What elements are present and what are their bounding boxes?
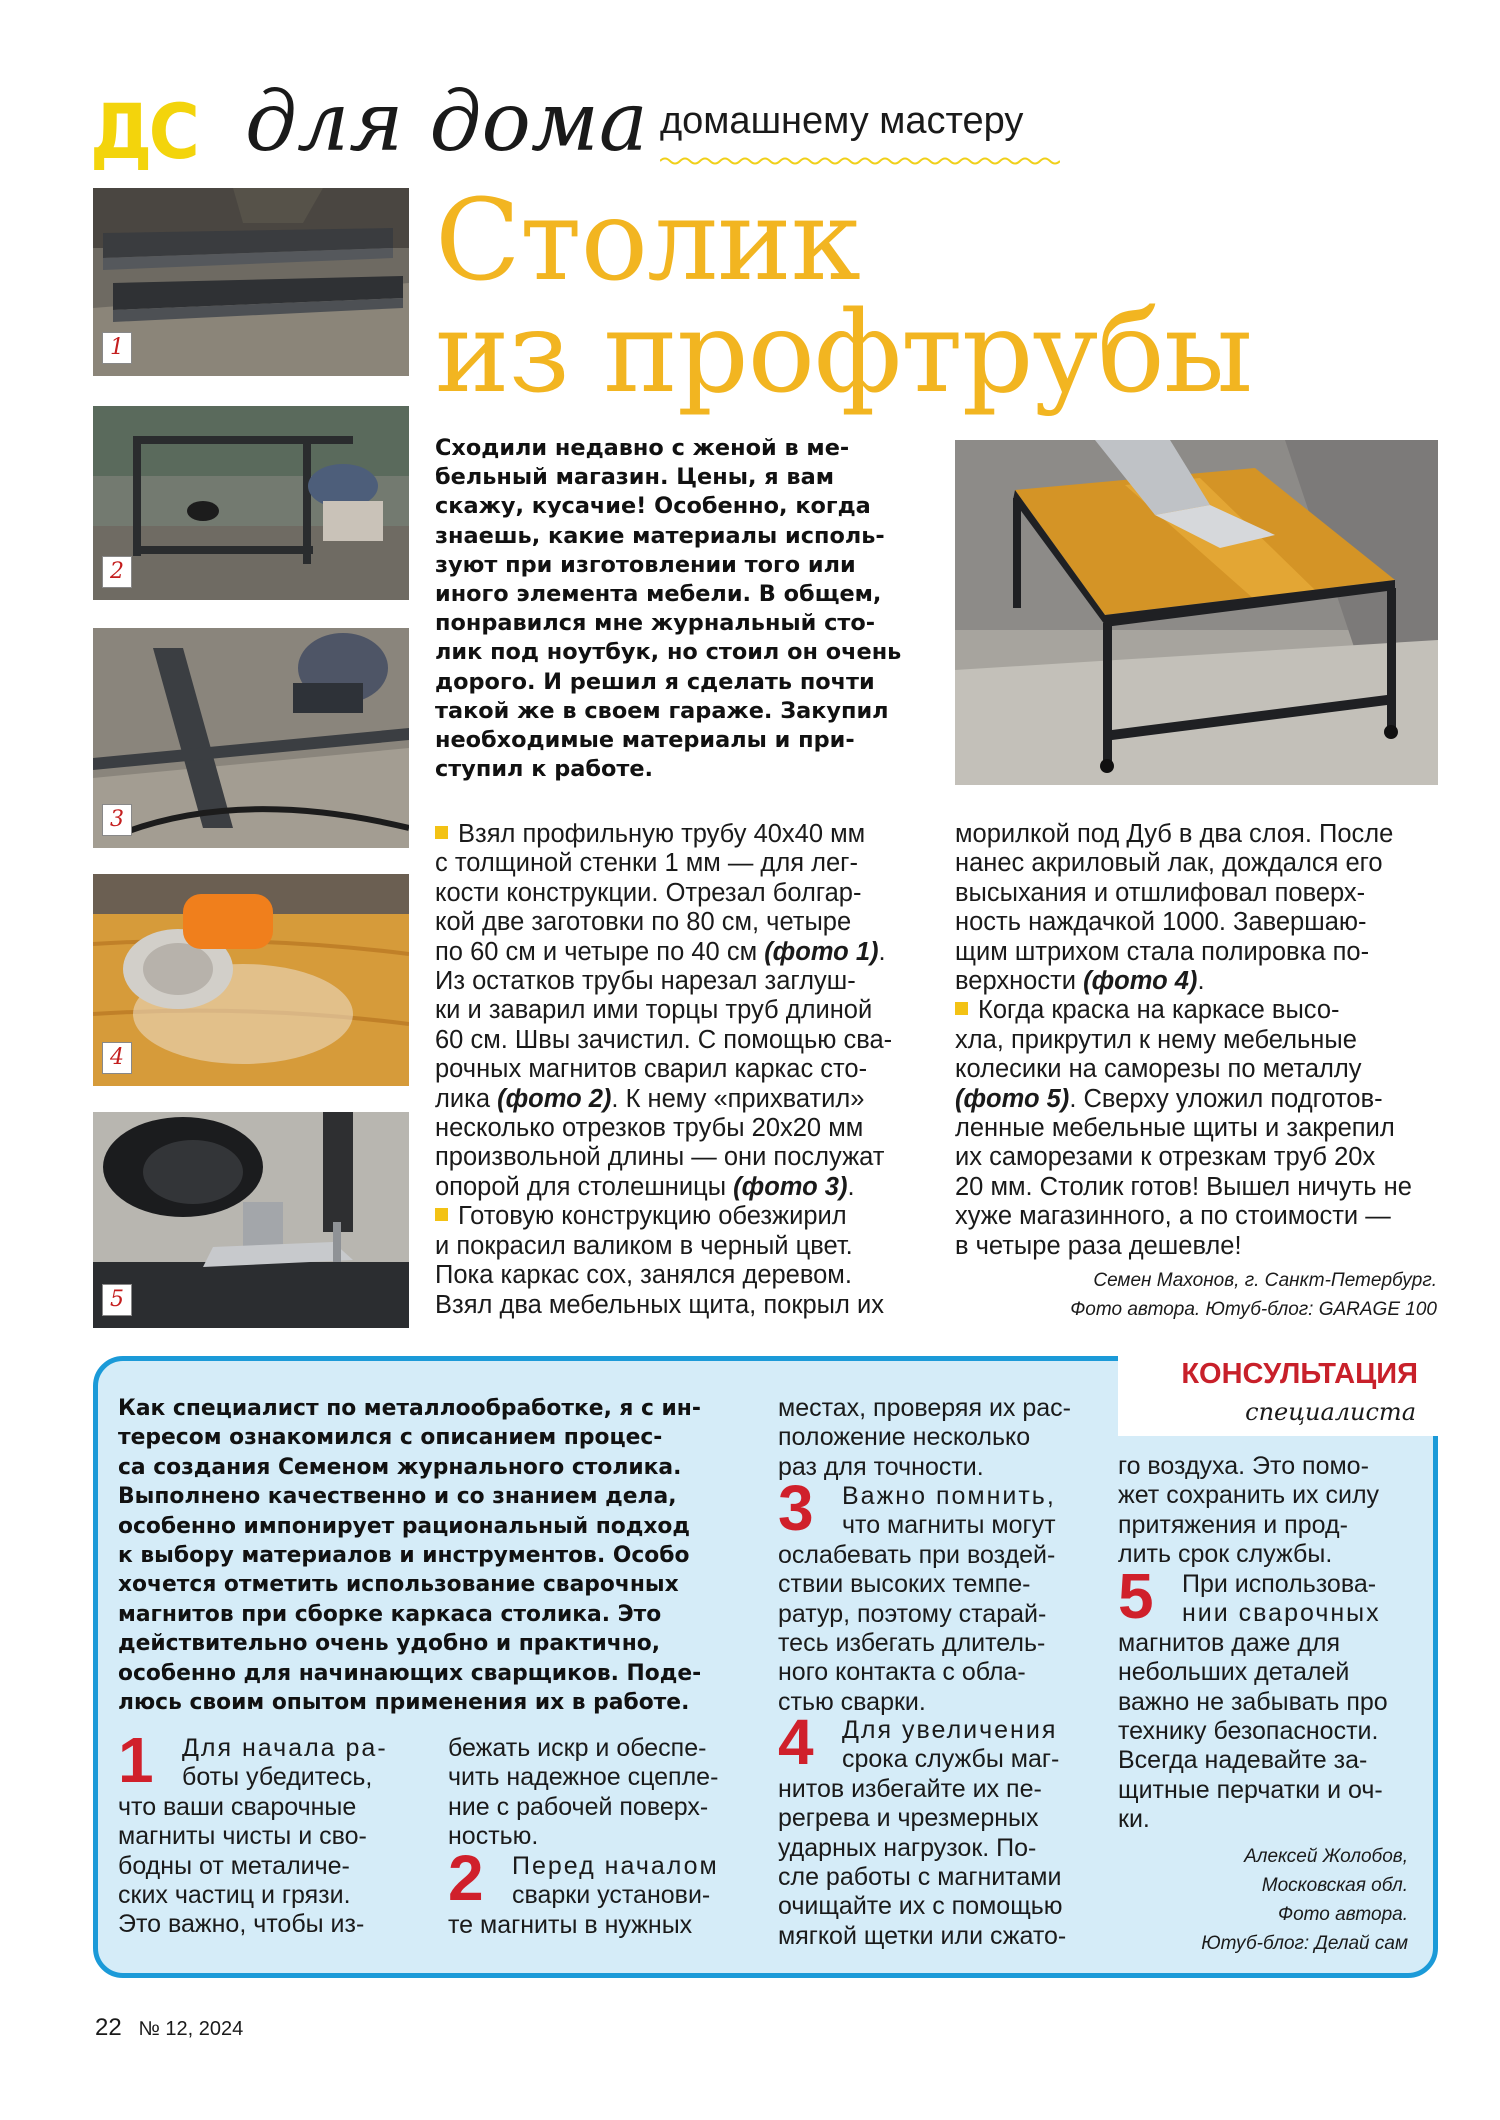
author-credit: Семен Махонов, г. Санкт-Петербург. [1093, 1270, 1437, 1291]
tip-line: При использова- [1182, 1570, 1377, 1598]
tip-5 [1118, 1570, 1428, 1835]
tip-line: ратур, поэтому старай- [778, 1599, 1047, 1628]
tip-3 [778, 1482, 1098, 1717]
tip-line: ностью. [448, 1822, 539, 1851]
photo-5-number: 5 [102, 1284, 132, 1316]
tip-line: технику безопасности. [1118, 1717, 1379, 1746]
tip-line: лить срок службы. [1118, 1540, 1333, 1569]
finished-table-photo [955, 440, 1438, 785]
masthead [90, 75, 1090, 178]
text-line: их саморезами к отрезкам труб 20х [955, 1143, 1376, 1172]
lead-line: необходимые материалы и при- [435, 727, 855, 754]
photo-ref: (фото 1) [764, 937, 879, 966]
tip-line: ослабевать при воздей- [778, 1540, 1056, 1569]
tip-line: притяжения и прод- [1118, 1510, 1348, 1539]
tip-3-number: 3 [778, 1472, 814, 1544]
tip-line: раз для точности. [778, 1452, 984, 1481]
photo-2 [93, 406, 409, 600]
signature-line: Ютуб-блог: Делай сам [1201, 1933, 1408, 1954]
tip-line: чить надежное сцепле- [448, 1763, 719, 1792]
text-line: Взял профильную трубу 40х40 мм [435, 820, 925, 849]
bullet-square [435, 826, 448, 839]
tip-line: те магниты в нужных [448, 1910, 693, 1939]
tip-5-number: 5 [1118, 1560, 1154, 1632]
intro-line: хочется отметить использование сварочных [118, 1572, 679, 1598]
intro-line: магнитов при сборке каркаса столика. Это [118, 1601, 662, 1627]
intro-line: действительно очень удобно и практично, [118, 1631, 661, 1657]
photo-ref: (фото 4) [1083, 967, 1198, 996]
tip-line: что ваши сварочные [118, 1792, 357, 1821]
tip-4-continued [1118, 1452, 1428, 1570]
tip-line: стью сварки. [778, 1687, 926, 1716]
tip-line: магниты чисты и сво- [118, 1822, 367, 1851]
tip-line: ки. [1118, 1805, 1150, 1834]
tip-4-number: 4 [778, 1706, 814, 1778]
finished-table-image [955, 440, 1438, 785]
tip-line: Для увеличения [842, 1716, 1058, 1744]
intro-line: особенно импонирует рациональный подход [118, 1513, 690, 1539]
signature-line: Алексей Жолобов, [1244, 1846, 1408, 1867]
rubric-underline [660, 156, 1060, 166]
text-line: ки и заварил ими торцы труб длиной [435, 996, 873, 1025]
photo-5-image [93, 1112, 409, 1328]
tip-1-number: 1 [118, 1724, 154, 1796]
tip-2 [448, 1852, 748, 1940]
photo-3-number: 3 [102, 804, 132, 836]
intro-line: тересом ознакомился с описанием процес- [118, 1425, 663, 1451]
lead-line: знаешь, какие материалы исполь- [435, 522, 885, 549]
text-line: колесики на саморезы по металлу [955, 1055, 1362, 1084]
text-line: лика (фото 2). К нему «прихватил» [435, 1084, 865, 1113]
tip-line: ного контакта с обла- [778, 1658, 1026, 1687]
rubric-label: домашнему мастеру [660, 100, 1024, 142]
tip-2-continued [778, 1394, 1098, 1482]
tip-line: нии сварочных [1182, 1599, 1381, 1628]
lead-line: иного элемента мебели. В общем, [435, 581, 882, 608]
tip-line: положение несколько [778, 1423, 1031, 1452]
tip-line: небольших деталей [1118, 1658, 1350, 1687]
magazine-logo: ДС [90, 87, 197, 176]
tip-line: ствии высоких темпе- [778, 1570, 1031, 1599]
tip-line: сле работы с магнитами [778, 1863, 1062, 1892]
text-line: Готовую конструкцию обезжирил [435, 1202, 925, 1231]
tip-line: бодны от металиче- [118, 1851, 350, 1880]
tip-4 [778, 1716, 1098, 1951]
photo-5 [93, 1112, 409, 1328]
tip-line: Всегда надевайте за- [1118, 1746, 1368, 1775]
lead-line: такой же в своем гараже. Закупил [435, 697, 889, 724]
title-line-2: из профтрубы [435, 288, 1252, 418]
tip-line: ударных нагрузок. По- [778, 1833, 1037, 1862]
tip-line: мягкой щетки или сжато- [778, 1921, 1067, 1950]
text-line: щим штрихом стала полировка по- [955, 937, 1370, 966]
text-line: хла, прикрутил к нему мебельные [955, 1025, 1357, 1054]
article-column-2 [955, 820, 1445, 1261]
lead-line: ступил к работе. [435, 756, 654, 783]
photo-4 [93, 874, 409, 1086]
text-line: Из остатков трубы нарезал заглуш- [435, 967, 856, 996]
page-number: 22 [95, 2014, 122, 2041]
page-footer [95, 2014, 243, 2042]
photo-1-number: 1 [102, 332, 132, 364]
photo-3 [93, 628, 409, 848]
tip-line: боты убедитесь, [182, 1763, 373, 1792]
article-lead [435, 434, 923, 784]
lead-line: бельный магазин. Цены, я вам [435, 464, 834, 491]
photo-credit: Фото автора. Ютуб-блог: GARAGE 100 [1070, 1299, 1437, 1320]
lead-line: дорого. И решил я сделать почти [435, 668, 875, 695]
photo-2-number: 2 [102, 556, 132, 588]
text-line: верхности (фото 4). [955, 967, 1205, 996]
tip-line: Это важно, чтобы из- [118, 1910, 365, 1939]
tip-line: бежать искр и обеспе- [448, 1734, 707, 1762]
photo-4-number: 4 [102, 1042, 132, 1074]
tip-line: ских частиц и грязи. [118, 1881, 351, 1910]
tip-line: регрева и чрезмерных [778, 1804, 1039, 1833]
tip-line: Важно помнить, [842, 1482, 1056, 1510]
intro-line: особенно для начинающих сварщиков. Поде- [118, 1660, 702, 1686]
issue-number: № 12, 2024 [138, 2018, 244, 2040]
text-line: по 60 см и четыре по 40 см (фото 1). [435, 937, 886, 966]
article-title [435, 176, 1252, 418]
tip-line: ние с рабочей поверх- [448, 1792, 709, 1821]
tip-line: Перед началом [512, 1852, 719, 1880]
signature-line: Московская обл. [1261, 1875, 1408, 1896]
lead-line: зуют при изготовлении того или [435, 551, 856, 578]
consultation-title: КОНСУЛЬТАЦИЯ [1181, 1358, 1418, 1390]
tip-line: тесь избегать длитель- [778, 1629, 1046, 1658]
photo-ref: (фото 2) [497, 1084, 612, 1113]
consultation-tab [1118, 1348, 1448, 1436]
tip-line: сварки установи- [512, 1881, 711, 1910]
tip-2-number: 2 [448, 1842, 484, 1914]
title-line-1: Столик [435, 176, 860, 306]
article-signature [955, 1266, 1437, 1324]
tip-line: жет сохранить их силу [1118, 1481, 1380, 1510]
text-line: несколько отрезков трубы 20х20 мм [435, 1114, 864, 1143]
text-line: произвольной длины — они послужат [435, 1143, 885, 1172]
tip-1 [118, 1734, 418, 1940]
text-line: и покрасил валиком в черный цвет. [435, 1231, 853, 1260]
tip-1-continued [448, 1734, 748, 1852]
consultation-intro [118, 1394, 768, 1717]
bullet-square [435, 1208, 448, 1221]
intro-line: Как специалист по металлообработке, я с ин- [118, 1396, 701, 1421]
lead-line: лик под ноутбук, но стоил он очень [435, 639, 902, 666]
text-line: Пока каркас сох, занялся деревом. [435, 1261, 852, 1290]
text-line: ленные мебельные щиты и закрепил [955, 1114, 1395, 1143]
text-line: морилкой под Дуб в два слоя. После [955, 820, 1394, 848]
text-line: Взял два мебельных щита, покрыл их [435, 1290, 884, 1319]
tip-line: щитные перчатки и оч- [1118, 1775, 1383, 1804]
text-line: ность наждачкой 1000. Завершаю- [955, 908, 1367, 937]
text-line: Когда краска на каркасе высо- [955, 996, 1445, 1025]
intro-line: са создания Семеном журнального столика. [118, 1454, 682, 1480]
text-line: высыхания и отшлифовал поверх- [955, 878, 1366, 907]
text-line: (фото 5). Сверху уложил подготов- [955, 1084, 1383, 1113]
intro-line: к выбору материалов и инструментов. Особо [118, 1543, 690, 1569]
text-line: кости конструкции. Отрезал болгар- [435, 878, 862, 907]
article-column-1 [435, 820, 925, 1320]
lead-line: понравился мне журнальный сто- [435, 610, 876, 637]
tip-line: срока службы маг- [842, 1745, 1060, 1774]
intro-line: люсь своим опытом применения их в работе. [118, 1690, 690, 1716]
photo-3-image [93, 628, 409, 848]
tip-line: местах, проверяя их рас- [778, 1394, 1071, 1422]
bullet-square [955, 1002, 968, 1015]
photo-1 [93, 188, 409, 376]
tip-line: очищайте их с помощью [778, 1892, 1063, 1921]
tip-line: магнитов даже для [1118, 1628, 1341, 1657]
tip-line: что магниты могут [842, 1511, 1056, 1540]
text-line: в четыре раза дешевле! [955, 1231, 1242, 1260]
signature-line: Фото автора. [1278, 1904, 1408, 1925]
consultation-signature [1118, 1842, 1408, 1958]
text-line: 60 см. Швы зачистил. С помощью сва- [435, 1025, 893, 1054]
text-line: кой две заготовки по 80 см, четыре [435, 908, 852, 937]
tip-line: Для начала ра- [182, 1734, 388, 1762]
photo-ref: (фото 5) [955, 1084, 1070, 1113]
section-name: для дома [245, 75, 648, 170]
text-line: хуже магазинного, а по стоимости — [955, 1202, 1391, 1231]
tip-line: нитов избегайте их пе- [778, 1774, 1042, 1803]
tip-line: го воздуха. Это помо- [1118, 1452, 1369, 1480]
consultation-subtitle: специалиста [1245, 1398, 1416, 1426]
lead-line: Сходили недавно с женой в ме- [435, 435, 850, 461]
lead-line: скажу, кусачие! Особенно, когда [435, 493, 871, 520]
photo-1-image [93, 188, 409, 376]
photo-2-image [93, 406, 409, 600]
photo-ref: (фото 3) [733, 1172, 848, 1201]
text-line: нанес акриловый лак, дождался его [955, 849, 1383, 878]
text-line: 20 мм. Столик готов! Вышел ничуть не [955, 1172, 1412, 1201]
photo-4-image [93, 874, 409, 1086]
text-line: с толщиной стенки 1 мм — для лег- [435, 849, 858, 878]
tip-line: важно не забывать про [1118, 1687, 1388, 1716]
text-line: рочных магнитов сварил каркас сто- [435, 1055, 868, 1084]
intro-line: Выполнено качественно и со знанием дела, [118, 1484, 677, 1510]
text-line: опорой для столешницы (фото 3). [435, 1172, 855, 1201]
